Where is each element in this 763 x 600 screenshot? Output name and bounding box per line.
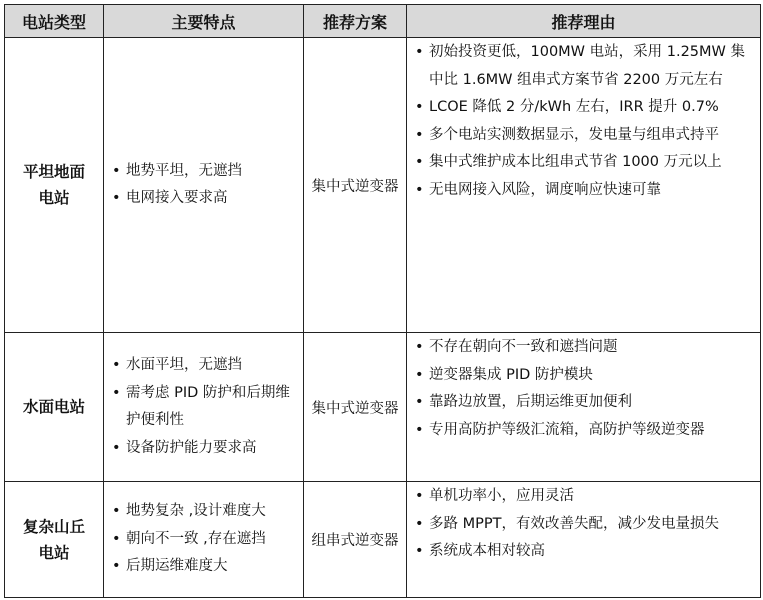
header-reasons: 推荐理由: [407, 5, 761, 38]
list-item: • 需考虑 PID 防护和后期维护便利性: [106, 380, 303, 435]
list-item: • 多路 MPPT，有效改善失配，减少发电量损失: [409, 511, 760, 539]
list-item: • 专用高防护等级汇流箱，高防护等级逆变器: [409, 417, 760, 445]
reasons-cell: [407, 333, 761, 482]
station-type-label: 平坦地面 电站: [22, 163, 85, 207]
list-item: • 集中式维护成本比组串式节省 1000 万元以上: [409, 149, 760, 177]
header-main-features: 主要特点: [104, 5, 304, 38]
reasons-cell: [407, 482, 761, 598]
plan-cell: 组串式逆变器: [304, 482, 407, 598]
station-type-cell: [5, 482, 104, 598]
reasons-cell: [407, 38, 761, 333]
list-item: • 后期运维难度大: [106, 553, 303, 581]
list-item: • 水面平坦，无遮挡: [106, 352, 303, 380]
list-item: • 设备防护能力要求高: [106, 435, 303, 463]
features-cell: [104, 38, 304, 333]
header-station-type: 电站类型: [5, 5, 104, 38]
table-row: [5, 38, 761, 333]
list-item: • 无电网接入风险，调度响应快速可靠: [409, 177, 760, 205]
station-type-cell: [5, 333, 104, 482]
features-cell: [104, 333, 304, 482]
table-row: [5, 482, 761, 598]
comparison-table: [4, 4, 761, 598]
table-row: [5, 333, 761, 482]
list-item: • LCOE 降低 2 分/kWh 左右，IRR 提升 0.7%: [409, 94, 760, 122]
station-type-cell: [5, 38, 104, 333]
header-recommended-plan: 推荐方案: [304, 5, 407, 38]
list-item: • 逆变器集成 PID 防护模块: [409, 362, 760, 390]
list-item: • 地势平坦，无遮挡: [106, 158, 303, 186]
list-item: • 电网接入要求高: [106, 185, 303, 213]
plan-cell: 集中式逆变器: [304, 38, 407, 333]
list-item: • 朝向不一致 ,存在遮挡: [106, 526, 303, 554]
list-item: • 靠路边放置，后期运维更加便利: [409, 389, 760, 417]
list-item: • 不存在朝向不一致和遮挡问题: [409, 334, 760, 362]
features-cell: [104, 482, 304, 598]
list-item: • 多个电站实测数据显示，发电量与组串式持平: [409, 122, 760, 150]
station-type-label: 水面电站: [22, 398, 85, 416]
list-item: • 初始投资更低，100MW 电站，采用 1.25MW 集中比 1.6MW 组串式方案节省 2200 万元左右: [409, 39, 760, 94]
plan-cell: 集中式逆变器: [304, 333, 407, 482]
header-row: [5, 5, 761, 38]
list-item: • 单机功率小，应用灵活: [409, 483, 760, 511]
list-item: • 系统成本相对较高: [409, 538, 760, 566]
station-type-label: 复杂山丘 电站: [22, 517, 85, 562]
list-item: • 地势复杂 ,设计难度大: [106, 498, 303, 526]
